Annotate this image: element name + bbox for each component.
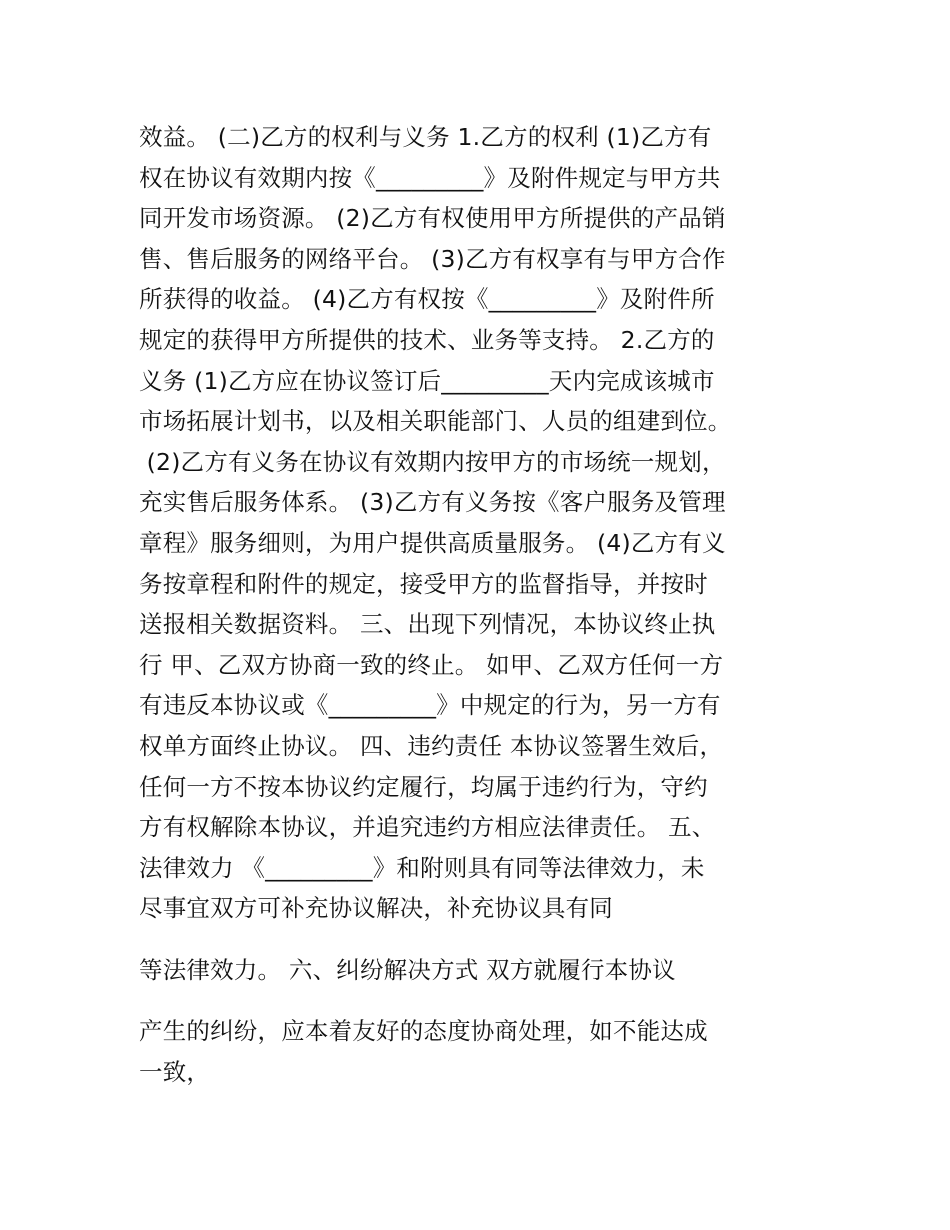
text-line: 市场拓展计划书，以及相关职能部门、人员的组建到位。 [139, 407, 732, 436]
text-line: 尽事宜双方可补充协议解决，补充协议具有同 [139, 894, 613, 923]
text-line: 售、售后服务的网络平台。 (3)乙方有权享有与甲方合作 [139, 244, 726, 273]
text-line: 一致， [139, 1057, 211, 1086]
text-line: (2)乙方有义务在协议有效期内按甲方的市场统一规划， [139, 447, 726, 476]
paragraph-main [139, 117, 839, 929]
text-line: 所获得的收益。 (4)乙方有权按《_________》及附件所 [139, 285, 715, 314]
text-line: 方有权解除本协议，并追究违约方相应法律责任。 五、 [139, 813, 716, 842]
text-line: 送报相关数据资料。 三、出现下列情况，本协议终止执 [139, 610, 716, 639]
text-line: 任何一方不按本协议约定履行，均属于违约行为，守约 [139, 772, 708, 801]
text-line: 规定的获得甲方所提供的技术、业务等支持。 2.乙方的 [139, 325, 715, 354]
text-line: 章程》服务细则，为用户提供高质量服务。 (4)乙方有义 [139, 528, 726, 557]
text-line: 效益。 (二)乙方的权利与义务 1.乙方的权利 (1)乙方有 [139, 123, 712, 151]
text-line: 行 甲、乙双方协商一致的终止。 如甲、乙双方任何一方 [139, 650, 724, 679]
text-line: 充实售后服务体系。 (3)乙方有义务按《客户服务及管理 [139, 488, 726, 517]
text-line: 有违反本协议或《_________》中规定的行为，另一方有 [139, 691, 721, 720]
text-line: 务按章程和附件的规定，接受甲方的监督指导，并按时 [139, 569, 708, 598]
text-line: 权在协议有效期内按《_________》及附件规定与甲方共 [139, 163, 721, 192]
text-line: 同开发市场资源。 (2)乙方有权使用甲方所提供的产品销 [139, 204, 726, 233]
text-line: 法律效力 《_________》和附则具有同等法律效力，未 [139, 853, 705, 882]
text-line: 等法律效力。 六、纠纷解决方式 双方就履行本协议 [139, 956, 676, 984]
text-line: 权单方面终止协议。 四、违约责任 本协议签署生效后， [139, 731, 724, 760]
paragraph-dispute [139, 1011, 839, 1092]
text-line: 产生的纠纷，应本着友好的态度协商处理，如不能达成 [139, 1017, 708, 1045]
paragraph-continued [139, 950, 839, 991]
text-line: 义务 (1)乙方应在协议签订后_________天内完成该城市 [139, 366, 715, 395]
